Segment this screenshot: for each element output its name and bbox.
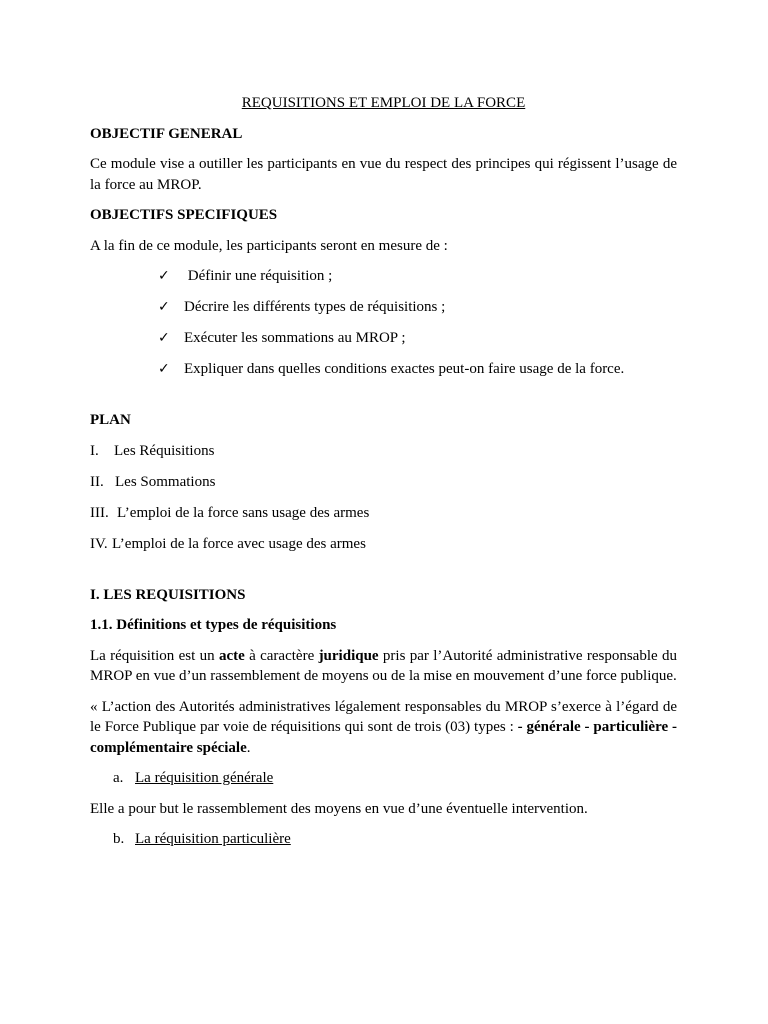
- objectifs-specifiques-heading: OBJECTIFS SPECIFIQUES: [90, 207, 278, 223]
- checkmark-icon: ✓: [158, 361, 170, 377]
- plan-item-label: L’emploi de la force avec usage des armes: [112, 535, 366, 552]
- bold-term: acte: [218, 647, 245, 664]
- checklist-item-label: Définir une réquisition ;: [184, 268, 333, 284]
- item-a-text: Elle a pour but le rassemblement des moyens en vue d’une éventuelle intervention.: [90, 800, 588, 817]
- alpha-list-item: [90, 829, 677, 850]
- types-paragraph: [90, 697, 677, 759]
- text-run: « L’action des Autorités administratives légalement responsables du MROP s’exerce à l’égard de le Force Publique par voie de réquisitions qui sont de trois (03) types :: [90, 698, 677, 735]
- plan-heading: PLAN: [90, 412, 131, 428]
- alpha-item-label: La réquisition générale: [135, 770, 274, 786]
- text-run: à caractère: [244, 647, 319, 664]
- section-heading: I. LES REQUISITIONS: [90, 586, 246, 603]
- checklist-item: [90, 297, 677, 318]
- plan-item: [90, 441, 677, 462]
- subsection-heading: 1.1. Définitions et types de réquisitions: [90, 617, 337, 633]
- checklist-item: [90, 359, 677, 380]
- alpha-item-label: La réquisition particulière: [135, 831, 291, 847]
- checkmark-icon: ✓: [158, 268, 170, 284]
- document-title: REQUISITIONS ET EMPLOI DE LA FORCE: [241, 95, 526, 111]
- checklist-item-label: Expliquer dans quelles conditions exactes peut-on faire usage de la force.: [184, 361, 625, 377]
- definition-paragraph: [90, 646, 677, 687]
- bold-term: - générale - particulière - complémentaire spéciale: [90, 719, 678, 756]
- plan-item-number: III.: [90, 504, 109, 521]
- alpha-item-marker: a.: [113, 770, 124, 786]
- plan-item-number: II.: [90, 473, 104, 490]
- text-run: pris par l’Autorité administrative responsable du MROP en vue d’un rassemblement de moyens ou de la mise en mouvement d’une force publique.: [90, 647, 677, 684]
- checklist-item-label: Décrire les différents types de réquisitions ;: [184, 299, 446, 315]
- objectifs-specifiques-intro: A la fin de ce module, les participants seront en mesure de :: [90, 237, 448, 254]
- plan-item: [90, 534, 677, 555]
- plan-item-number: I.: [90, 442, 99, 459]
- plan-item-label: Les Réquisitions: [114, 442, 215, 459]
- checklist-item: [90, 266, 677, 287]
- bold-term: juridique: [318, 647, 379, 664]
- document-page: [90, 93, 677, 860]
- objectives-checklist: [90, 266, 677, 380]
- plan-item: [90, 503, 677, 524]
- checkmark-icon: ✓: [158, 299, 170, 315]
- text-run: La réquisition est un: [90, 647, 219, 664]
- alpha-list-item: [90, 768, 677, 789]
- plan-item-label: Les Sommations: [115, 473, 216, 490]
- plan-item-label: L’emploi de la force sans usage des armes: [117, 504, 370, 521]
- checkmark-icon: ✓: [158, 330, 170, 346]
- objectif-general-heading: OBJECTIF GENERAL: [90, 125, 243, 142]
- checklist-item-label: Exécuter les sommations au MROP ;: [184, 330, 406, 346]
- plan-item-number: IV.: [90, 535, 108, 552]
- alpha-item-marker: b.: [113, 831, 125, 847]
- objectif-general-text: Ce module vise a outiller les participants en vue du respect des principes qui régissent l’usage de la force au MROP.: [90, 156, 677, 193]
- checklist-item: [90, 328, 677, 349]
- text-run: .: [246, 739, 251, 756]
- plan-item: [90, 472, 677, 493]
